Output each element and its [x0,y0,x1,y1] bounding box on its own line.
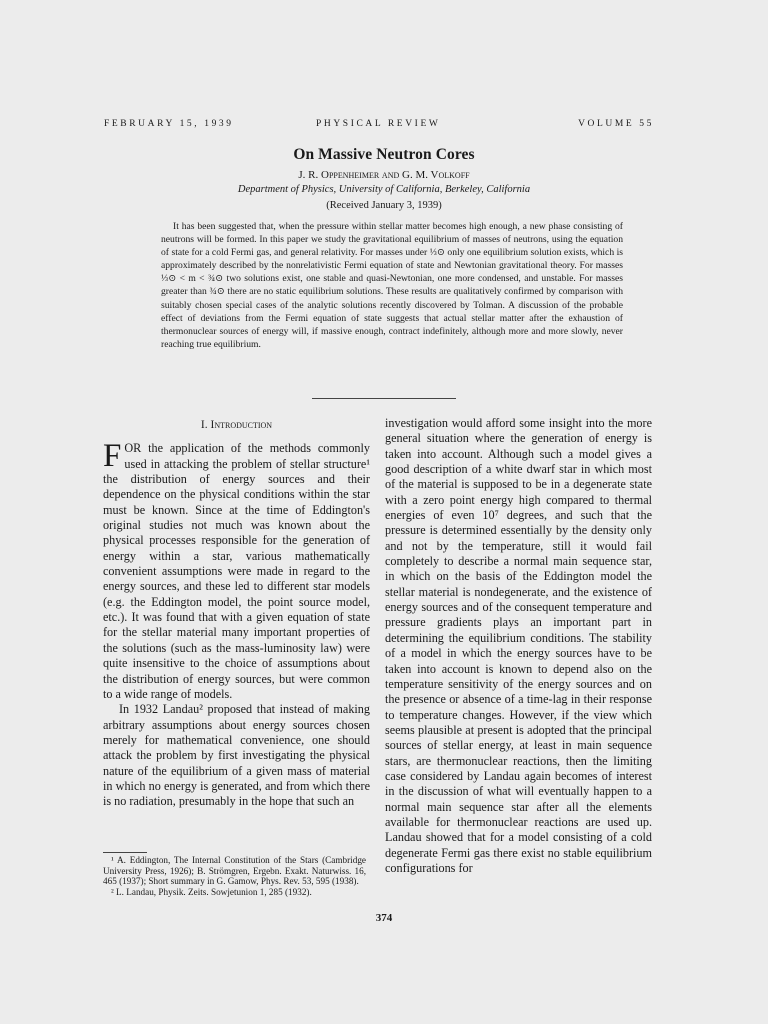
paragraph-1-text: OR the application of the methods commonly used in attacking the problem of stellar structure¹ the distribution of energy sources and their dependence on the physical conditions within the star must be known. Since at the time of Eddington's original studies not much was known about the physical processes responsible for the generation of energy within a star, various mathematically convenient assumptions were made in regard to the energy sources, and these led to different star models (e.g. the Eddington model, the point source model, etc.). It was found that with a given equation of state for the stellar material many important properties of the solutions (such as the mass-luminosity law) were quite insensitive to the choice of assumptions about the distribution of energy sources, but were common to a wide range of models. [103,441,370,701]
page-number: 374 [375,912,393,924]
running-head [104,119,654,133]
right-column [385,416,652,876]
abstract-text: It has been suggested that, when the pressure within stellar matter becomes high enough, a new phase consisting of neutrons will be formed. In this paper we study the gravitational equilibrium of masses of neutrons, using the equation of state for a cold Fermi gas, and general relativity. For masses under ⅓⊙ only one equilibrium solution exists, which is approximately described by the nonrelativistic Fermi equation of state and Newtonian gravitational theory. For masses ⅓⊙ < m < ¾⊙ two solutions exist, one stable and quasi-Newtonian, one more condensed, and unstable. For masses greater than ¾⊙ there are no static equilibrium solutions. These results are qualitatively confirmed by comparison with suitably chosen special cases of the analytic solutions recently discovered by Tolman. A discussion of the probable effect of deviations from the Fermi equation of state suggests that actual stellar matter after the exhaustion of thermonuclear sources of energy will, if massive enough, contract indefinitely, although more and more slowly, never reaching true equilibrium. [161,221,623,350]
abstract-divider [312,398,456,399]
section-heading: I. Introduction [200,419,273,431]
footnote-2: ² L. Landau, Physik. Zeits. Sowjetunion 1, 285 (1932). [111,886,312,897]
footnote-1: ¹ A. Eddington, The Internal Constitution of the Stars (Cambridge University Press, 1926); B. Strömgren, Ergebn. Exakt. Naturwiss. 16, 465 (1937); Short summary in G. Gamow, Phys. Rev. 53, 595 (1938). [103,855,366,886]
left-column [103,416,370,810]
header-volume: VOLUME 55 [578,119,654,129]
header-date: FEBRUARY 15, 1939 [104,119,234,129]
footnote-divider [103,852,147,853]
paragraph-1 [103,438,370,702]
abstract [161,220,623,351]
received-date: (Received January 3, 1939) [326,200,442,211]
article-title: On Massive Neutron Cores [293,146,475,163]
drop-cap: F [103,438,122,475]
paragraph-3: investigation would afford some insight into the more general situation where the generation of energy is taken into account. Although such a model gives a good description of a white dwarf star in which most of the material is supposed to be in a degenerate state with a zero point energy high compared to thermal energies of even 10⁷ degrees, and such that the pressure is determined essentially by the density only and not by the temperature, still it would fail completely to describe a normal main sequence star, in which on the basis of the Eddington model the stellar material is nondegenerate, and the existence of energy sources and of the consequent temperature and pressure gradients plays an important part in determining the equilibrium conditions. The stability of a model in which the energy sources have to be taken into account is known to depend also on the temperature sensitivity of the energy sources and on the presence or absence of a time-lag in their response to temperature changes. However, if the view which seems plausible at present is adopted that the principal sources of stellar energy, at least in main sequence stars, are thermonuclear reactions, then the limiting case considered by Landau again becomes of interest in the discussion of what will eventually happen to a normal main sequence star after all the elements available for thermonuclear reactions are used up. Landau showed that for a model consisting of a cold degenerate Fermi gas there exist no stable equilibrium configurations for [385,416,652,875]
footnotes [103,855,366,897]
article-authors: J. R. Oppenheimer and G. M. Volkoff [298,169,470,181]
header-journal: PHYSICAL REVIEW [316,119,441,129]
paragraph-2: In 1932 Landau² proposed that instead of making arbitrary assumptions about energy sources chosen merely for mathematical convenience, one should attack the problem by first investigating the physical nature of the equilibrium of a given mass of material in which no energy is generated, and from which there is no radiation, presumably in the hope that such an [103,702,370,809]
article-affiliation: Department of Physics, University of California, Berkeley, California [237,184,531,195]
